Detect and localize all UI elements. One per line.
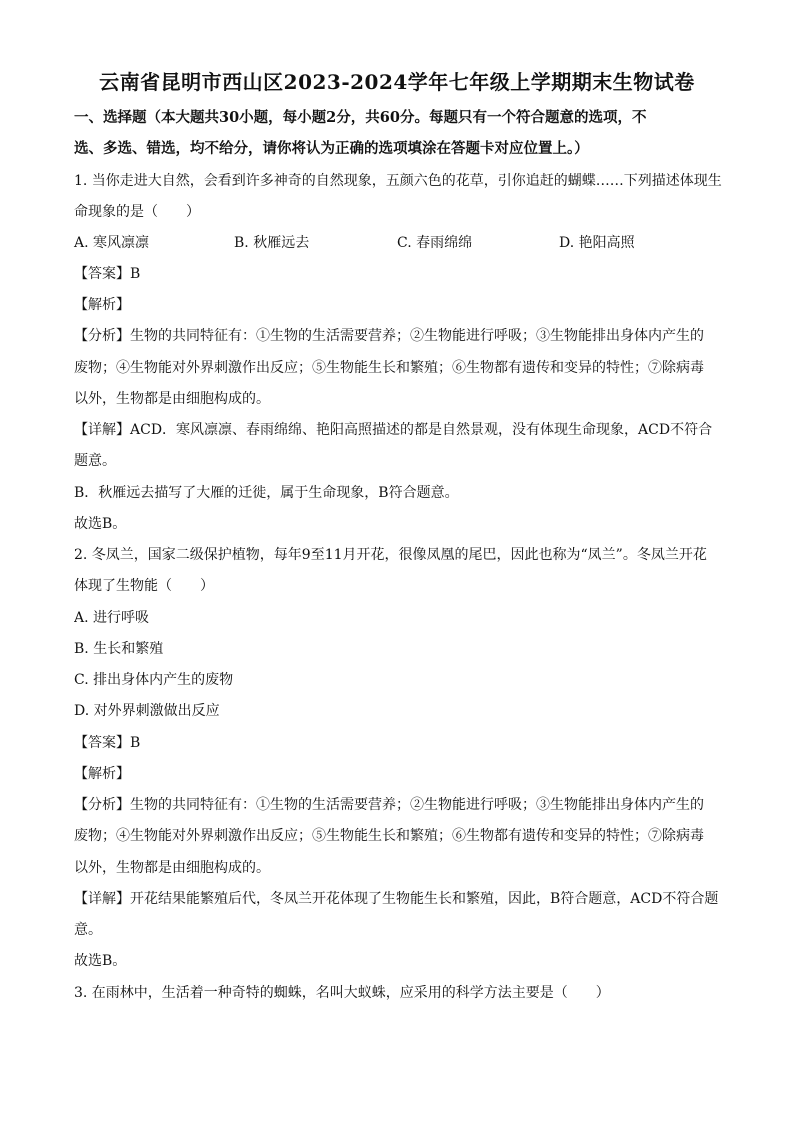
section-heading-line-1: 一、选择题（本大题共30小题，每小题2分，共60分。每题只有一个符合题意的选项，不 [74,109,647,126]
section-heading-line-2: 选、多选、错选，均不给分，请你将认为正确的选项填涂在答题卡对应位置上。） [74,140,589,157]
q2-stem-line-1: 2. 冬凤兰，国家二级保护植物，每年9至11月开花，很像凤凰的尾巴，因此也称为“凤兰”。冬凤兰开花 [74,547,707,563]
q1-option-d: D. 艳阳高照 [559,235,635,251]
q1-fenxi-line-1: 【分析】生物的共同特征有：①生物的生活需要营养；②生物能进行呼吸；③生物能排出身体内产生的 [74,328,704,344]
q2-option-a: A. 进行呼吸 [74,610,150,626]
q2-fenxi-line-3: 以外，生物都是由细胞构成的。 [74,860,270,876]
q2-detail-line-2: 意。 [74,922,102,938]
q1-option-b: B. 秋雁远去 [234,235,310,251]
q2-fenxi-line-2: 废物；④生物能对外界刺激作出反应；⑤生物能生长和繁殖；⑥生物都有遗传和变异的特性；⑦除病毒 [74,828,704,844]
q2-analysis-label: 【解析】 [74,766,130,782]
q1-options [74,233,724,253]
q2-option-b: B. 生长和繁殖 [74,641,164,657]
q3-stem-line-1: 3. 在雨林中，生活着一种奇特的蜘蛛，名叫大蚁蛛，应采用的科学方法主要是（ ） [74,985,610,1001]
q1-conclusion: 故选B。 [74,516,127,532]
q1-detail-line-3: B．秋雁远去描写了大雁的迁徙，属于生命现象，B符合题意。 [74,485,459,501]
q1-detail-line-2: 题意。 [74,453,116,469]
q2-detail-line-1: 【详解】开花结果能繁殖后代，冬凤兰开花体现了生物能生长和繁殖，因此，B符合题意，ACD不符合题 [74,891,719,907]
q1-option-a: A. 寒风凛凛 [74,235,150,251]
page-title: 云南省昆明市西山区2023-2024学年七年级上学期期末生物试卷 [99,70,695,94]
q2-stem-line-2: 体现了生物能（ ） [74,578,214,594]
q2-option-d: D. 对外界刺激做出反应 [74,703,220,719]
q1-stem-line-1: 1. 当你走进大自然，会看到许多神奇的自然现象，五颜六色的花草，引你追赶的蝴蝶……下列描述体现生 [74,173,722,189]
q1-fenxi-line-3: 以外，生物都是由细胞构成的。 [74,391,270,407]
q1-detail-line-1: 【详解】ACD．寒风凛凛、春雨绵绵、艳阳高照描述的都是自然景观，没有体现生命现象，ACD不符合 [74,422,713,438]
q2-conclusion: 故选B。 [74,953,127,969]
q2-option-c: C. 排出身体内产生的废物 [74,672,234,688]
q1-stem-line-2: 命现象的是（ ） [74,204,200,220]
q1-option-c: C. 春雨绵绵 [397,235,473,251]
q1-answer: 【答案】B [74,266,141,282]
q2-fenxi-line-1: 【分析】生物的共同特征有：①生物的生活需要营养；②生物能进行呼吸；③生物能排出身体内产生的 [74,797,704,813]
q1-analysis-label: 【解析】 [74,297,130,313]
q2-answer: 【答案】B [74,735,141,751]
q1-fenxi-line-2: 废物；④生物能对外界刺激作出反应；⑤生物能生长和繁殖；⑥生物都有遗传和变异的特性；⑦除病毒 [74,360,704,376]
